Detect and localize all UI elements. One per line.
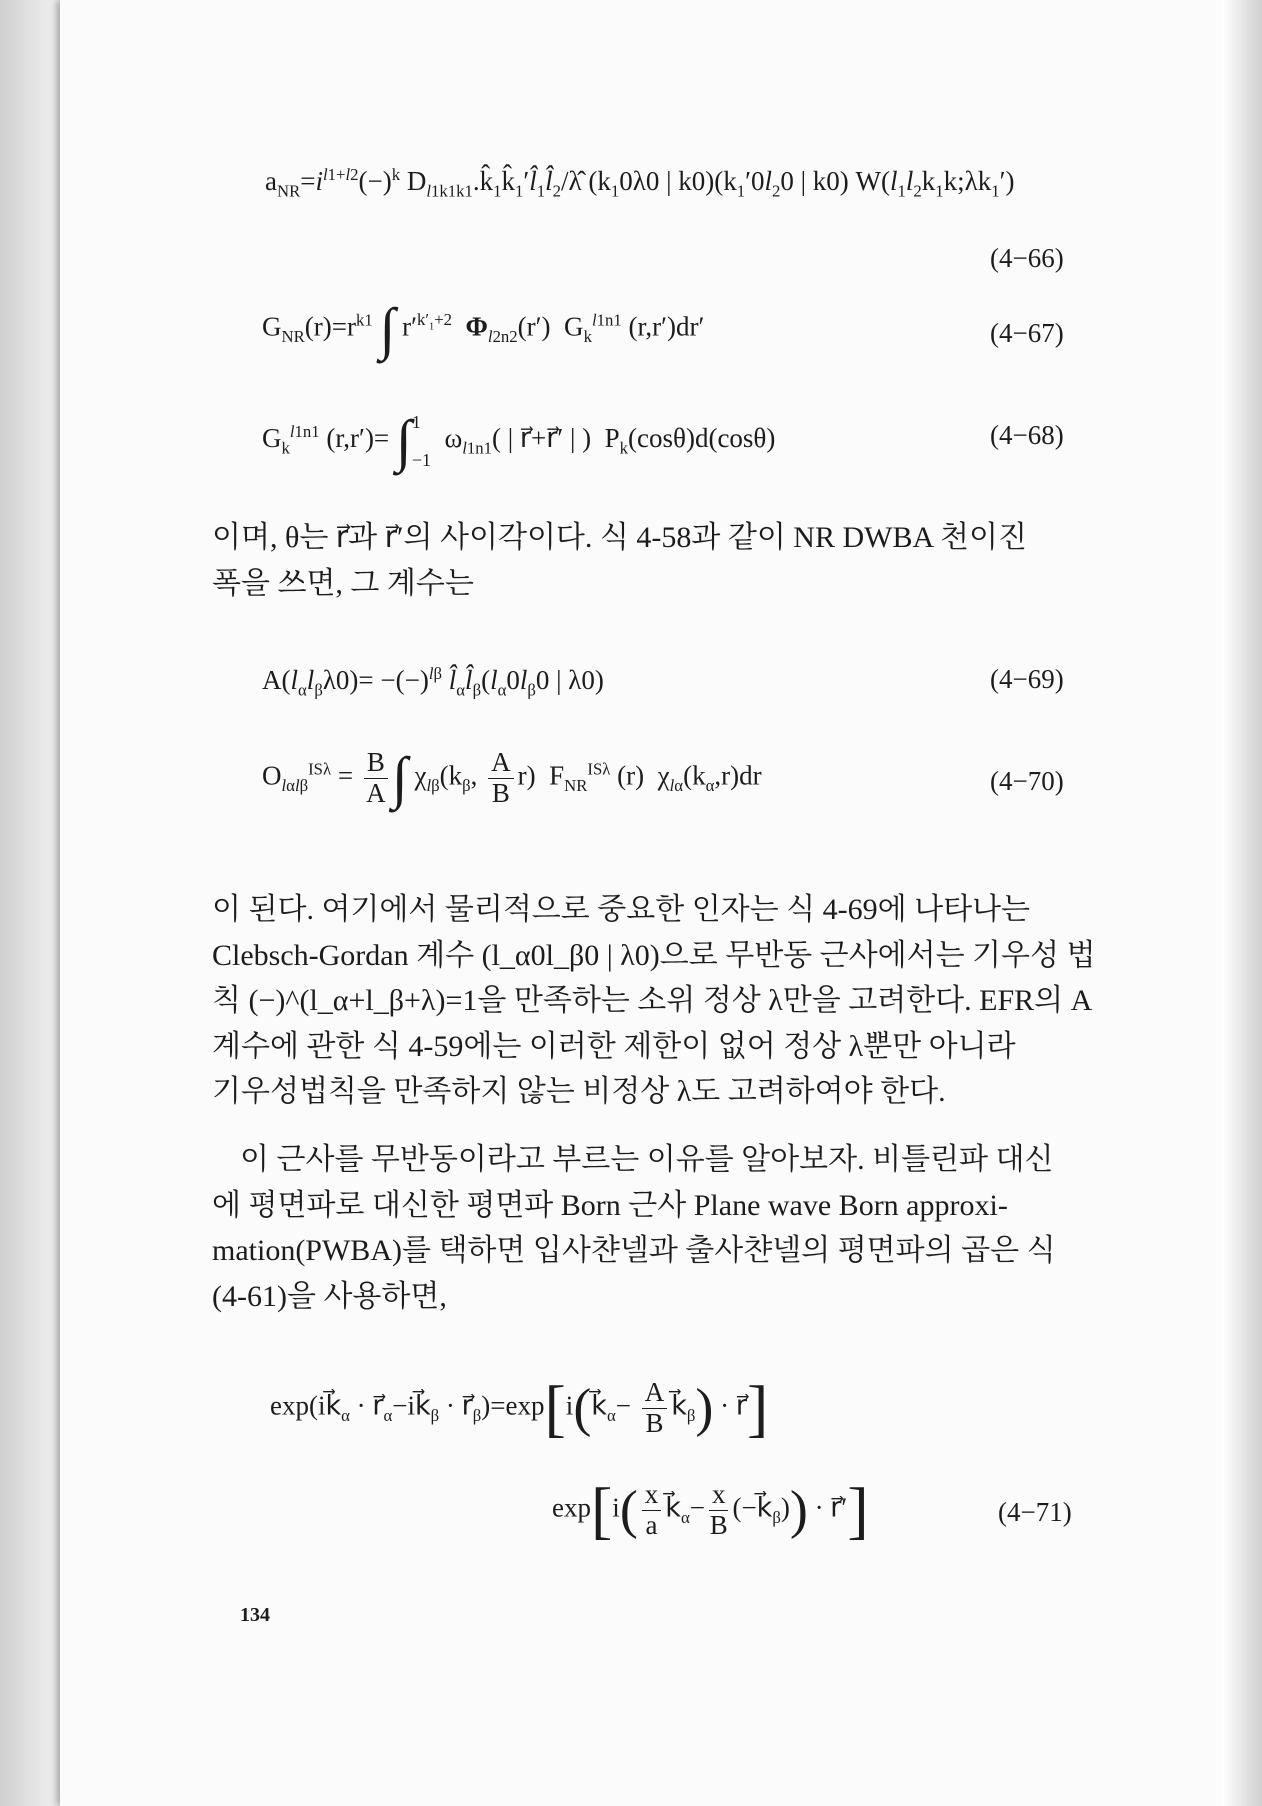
equation-number: (4−66) — [990, 243, 1064, 273]
equation-4-67: $G_{NR}(r)=r^{k1}$ ∫ $r'^{k'_1+2}$ $\Phi_{l2n2}(r')$ $G_k^{l1n1}$ (r,r′)dr′ — [262, 296, 705, 361]
text-line: mation(PWBA)를 택하면 입사챤넬과 출사챤넬의 평면파의 곱은 식 — [212, 1234, 1056, 1267]
equation-4-66: $a_{NR}=i^{l1+l2}(-)^k$ $D_{l1k1k1}.k̂_1k̂_1'l̂_1l̂_2/\lambdâ$ ($k_10\lambda 0$ | $k0)(k_1'0l_20$ | k0) $W(l_1l_2k_1k;\lambda k_1')$ — [265, 165, 1015, 201]
text-line: 이 근사를 무반동이라고 부르는 이유를 알아보자. 비틀린파 대신 — [240, 1143, 1054, 1176]
equation-4-70: $O_{l\alpha l\beta}^{IS\lambda}$ = $\frac{B}{A}$ ∫ $\chi_{l\beta}(k_\beta$, $\frac{A}{B}$ r) $F_{NR}^{IS\lambda}$ (r) $\chi_{l\alpha}(k_\alpha,r)dr$ — [262, 744, 762, 810]
text-line: 칙 (−)^(l_α+l_β+λ)=1을 만족하는 소위 정상 λ만을 고려한다. EFR의 A — [212, 984, 1093, 1017]
body-paragraph — [212, 515, 1117, 606]
text-line: 이며, θ는 r⃗과 r⃗′의 사이각이다. 식 4-58과 같이 NR DWBA 천이진 — [212, 521, 1027, 554]
equation-4-71-line1: $\exp(ik⃗_\alpha$ · $r⃗_\alpha-ik⃗_\beta$ · $r⃗_\beta)=\exp[i(k⃗_\alpha-$ $\frac{A}{B}$ $k⃗_\beta$) · r⃗] — [270, 1372, 769, 1444]
body-paragraph — [212, 1137, 1117, 1319]
text-line: 기우성법칙을 만족하지 않는 비정상 λ도 고려하여야 한다. — [212, 1075, 946, 1108]
text-line: (4-61)을 사용하면, — [212, 1279, 447, 1313]
page-shadow — [1222, 0, 1262, 1806]
text-line: Clebsch-Gordan 계수 (l_α0l_β0 | λ0)으로 무반동 근사에서는 기우성 법 — [212, 938, 1096, 972]
equation-number: (4−67) — [990, 318, 1064, 348]
equation-number: (4−70) — [990, 766, 1064, 796]
text-line: 에 평면파로 대신한 평면파 Born 근사 Plane wave Born approxi- — [212, 1188, 1008, 1222]
equation-4-71-line2: exp[i( $\frac{x}{a}$ $k⃗_\alpha-$ $\frac{x}{B}$ $(-k⃗_\beta)$) · r⃗′] — [552, 1474, 869, 1546]
body-paragraph — [212, 887, 1117, 1115]
equation-number: (4−69) — [990, 664, 1064, 694]
page-number: 134 — [240, 1604, 270, 1626]
text-line: 폭을 쓰면, 그 계수는 — [212, 566, 474, 600]
equation-4-69: $A(l_\alpha l_\beta\lambda 0)= -(-)^{l\beta}$ $l̂_\alpha l̂_\beta(l_\alpha 0l_\beta 0$ | λ0) — [262, 664, 604, 700]
text-line: 이 된다. 여기에서 물리적으로 중요한 인자는 식 4-69에 나타나는 — [212, 893, 1031, 926]
equation-number: (4−68) — [990, 420, 1064, 450]
text-line: 계수에 관한 식 4-59에는 이러한 제한이 없어 정상 λ뿐만 아니라 — [212, 1029, 1016, 1063]
equation-4-68: $G_k^{l1n1}$ (r,r′)= ∫ 1 −1 $\omega_{l1n1}$( | r⃗+r⃗′ | ) $P_k(\cos\theta)d(\cos\theta)$ — [262, 407, 776, 473]
equation-number: (4−71) — [998, 1497, 1072, 1527]
